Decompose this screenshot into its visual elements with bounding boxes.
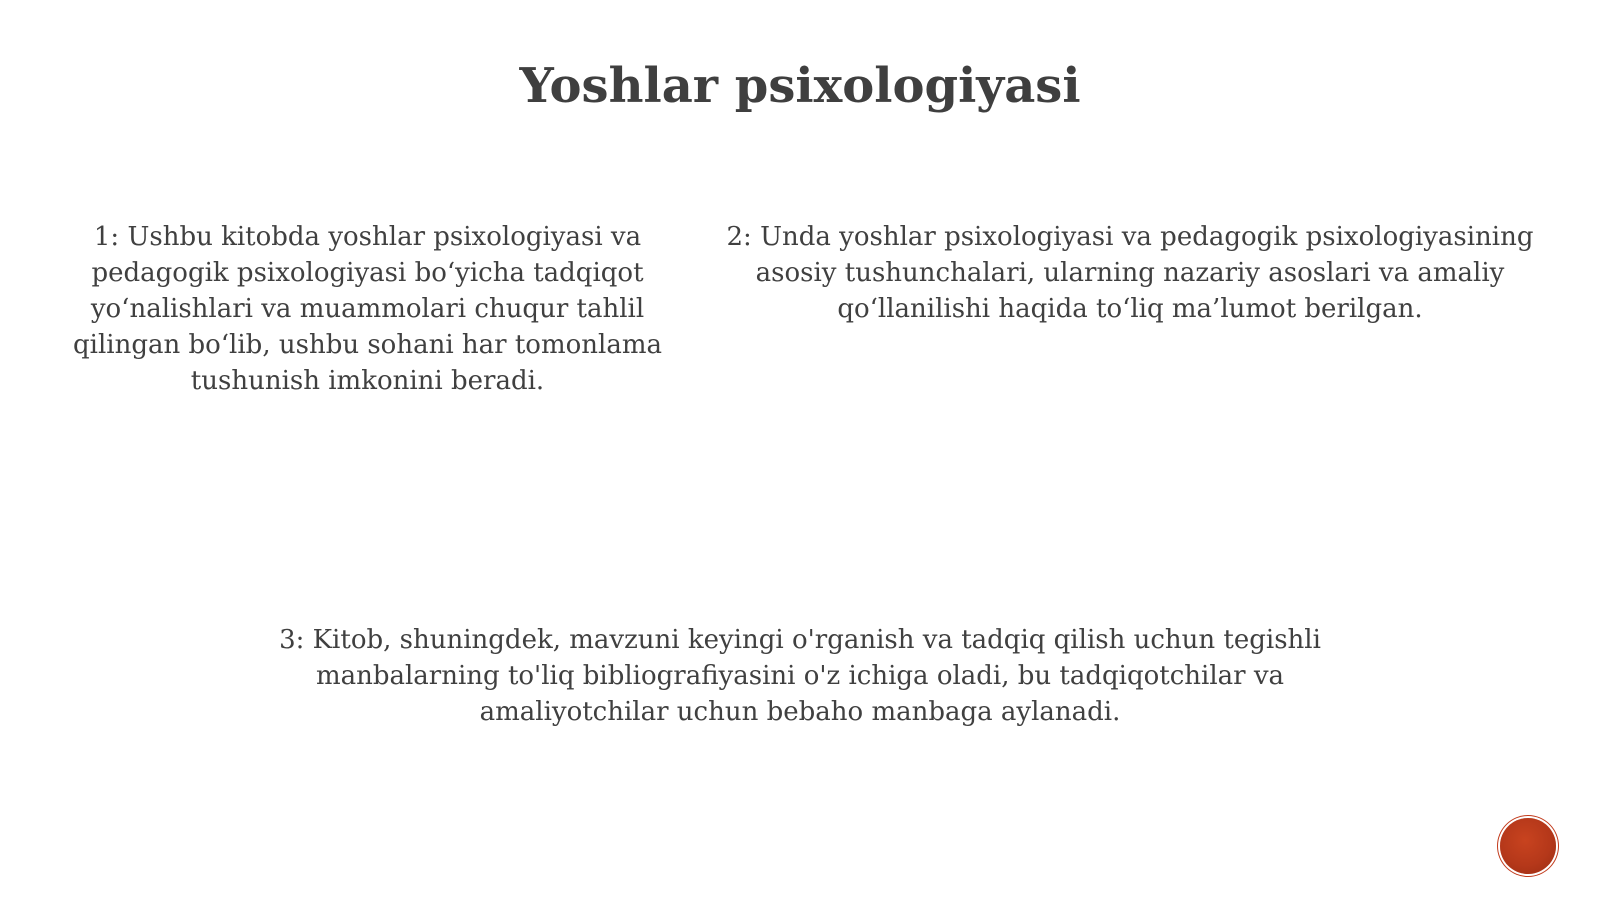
paragraph-1: 1: Ushbu kitobda yoshlar psixologiyasi va pedagogik psixologiyasi bo‘yicha tadqiqot yo‘nalishlari va muammolari chuqur tahlil qilingan bo‘lib, ushbu sohani har tomonlama tushunish imkonini beradi. bbox=[73, 222, 662, 396]
paragraph-2: 2: Unda yoshlar psixologiyasi va pedagogik psixologiyasining asosiy tushunchalari, ularning nazariy asoslari va amaliy qo‘llanilishi haqida to‘liq ma’lumot berilgan. bbox=[726, 222, 1534, 324]
slide-title: Yoshlar psixologiyasi bbox=[519, 58, 1081, 114]
circle-nav-icon[interactable] bbox=[1500, 818, 1556, 874]
paragraph-3: 3: Kitob, shuningdek, mavzuni keyingi o'rganish va tadqiq qilish uchun tegishli manbalarning to'liq bibliografiyasini o'z ichiga oladi, bu tadqiqotchilar va amaliyotchilar uchun bebaho manbaga aylanadi. bbox=[279, 625, 1321, 727]
